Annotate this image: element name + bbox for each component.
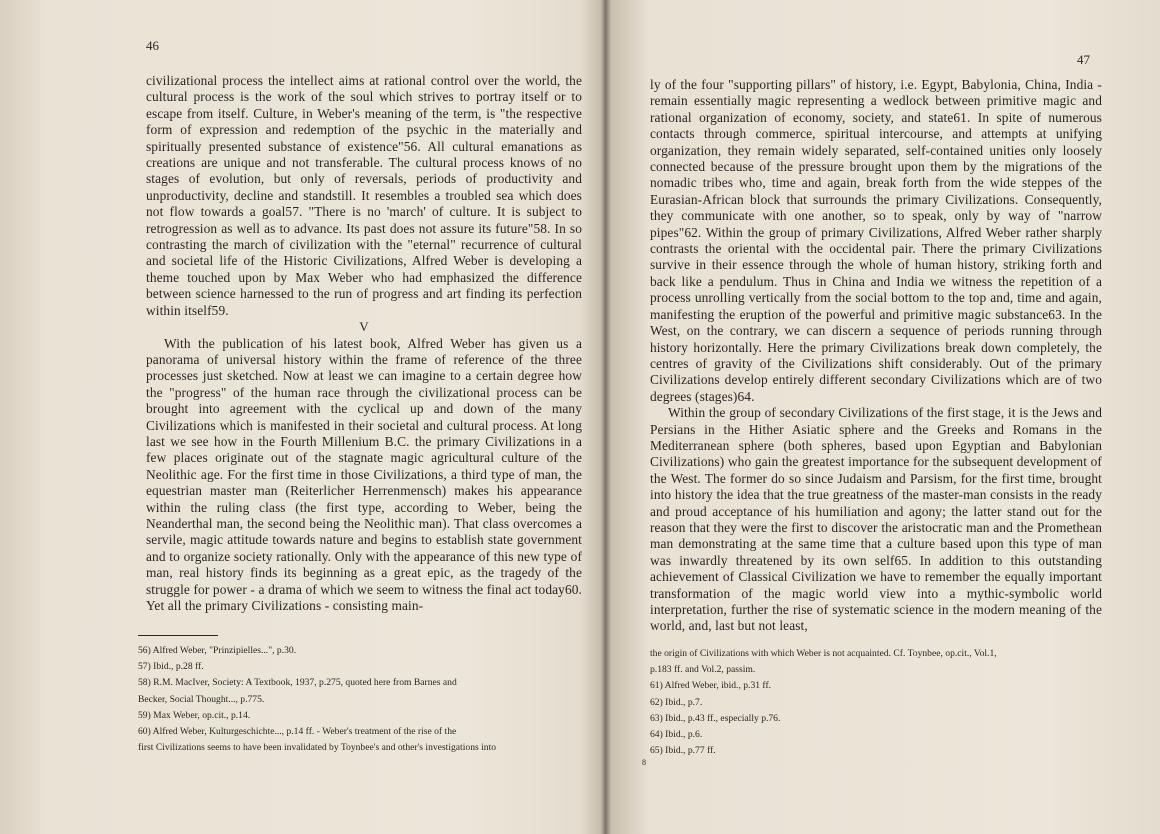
footnote: 58) R.M. MacIver, Society: A Textbook, 1937, p.275, quoted here from Barnes and — [138, 677, 457, 689]
footnote: 62) Ibid., p.7. — [650, 696, 703, 708]
page-number: 46 — [146, 38, 159, 53]
body-text — [650, 77, 1102, 635]
footnote: 59) Max Weber, op.cit., p.14. — [138, 709, 251, 721]
footnote: 64) Ibid., p.6. — [650, 729, 703, 741]
footnote: 63) Ibid., p.43 ff., especially p.76. — [650, 712, 781, 724]
footnote: p.183 ff. and Vol.2, passim. — [650, 664, 756, 676]
footnotes — [650, 646, 1102, 759]
page-number: 47 — [1077, 52, 1090, 67]
footnote: first Civilizations seems to have been invalidated by Toynbee's and other's investigations into — [138, 742, 497, 754]
paragraph: Within the group of secondary Civilizations of the first stage, it is the Jews and Persians in the Hither Asiatic sphere and the Greeks and Romans in the Mediterranean sphere (both spheres, based upon Egyptian and Babylonian Civilizations) who gain the greatest importance for the subsequent development of the West. The former do so since Judaism and Parsism, for the first time, brought into history the idea that the true greatness of the master-man consists in the ready and proud acceptance of his humiliation and agony; the latter stand out for the reason that they were the first to discover the aristocratic man and the Promethean man demonstrating at the same time that a culture based upon this type of man was inwardly threatened by its own self65. In addition to this outstanding achievement of Classical Civilization we have to remember the equally important transformation of the magic world view into a mythic-symbolic world interpretation, further the rise of systematic science in the modern meaning of the world, and, last but not least, — [650, 405, 1102, 634]
footnote: 60) Alfred Weber, Kulturgeschichte..., p.14 ff. - Weber's treatment of the rise of the — [138, 726, 457, 738]
section-heading: V — [359, 319, 369, 335]
footnotes — [138, 643, 583, 756]
footnote: Becker, Social Thought..., p.775. — [138, 693, 265, 705]
paragraph: With the publication of his latest book, Alfred Weber has given us a panorama of universal history within the frame of reference of the three processes just sketched. Now at least we can imagine to a certain degree how the "progress" of the human race through the civilizational process can be brought into agreement with the cyclical up and down of the many Civilizations which is manifested in their societal and cultural process. At long last we see how in the Fourth Millenium B.C. the primary Civilizations in a few places originate out of the stagnate magic agricultural culture of the Neolithic age. For the first time in those Civilizations, a third type of man, the equestrian master man (Reiterlicher Herrenmensch) makes his appearance within the ruling class (the first type, according to Weber, being the Neanderthal man, the second being the Neolithic man). That class overcomes a servile, magic attitude towards nature and begins to establish state government and to organize society rationally. Only with the appearance of this new type of man, real history finds its beginning as a great epic, as the tragedy of the struggle for power - a drama of which we seem to witness the final act today60. Yet all the primary Civilizations - consisting main- — [146, 335, 582, 613]
footnote: 56) Alfred Weber, "Prinzipielles...", p.30. — [138, 645, 297, 656]
footnote: 61) Alfred Weber, ibid., p.31 ff. — [650, 680, 772, 692]
footnote: 65) Ibid., p.77 ff. — [650, 745, 716, 757]
footnote: the origin of Civilizations with which Weber is not acquainted. Cf. Toynbee, op.cit., Vol.1, — [650, 648, 997, 659]
footnote: 57) Ibid., p.28 ff. — [138, 661, 204, 673]
paragraph: ly of the four "supporting pillars" of history, i.e. Egypt, Babylonia, China, India - remain essentially magic representing a wedlock between primitive magic and rational organization of economy, society, and state61. In spite of numerous contacts through commerce, spiritual intercourse, and attempts at unifying organization, they remain widely separated, self-contained unities only loosely connected because of the pressure brought upon them by the migrations of the nomadic tribes who, time and again, break forth from the wide steppes of the Eurasian-African block that surrounds the primary Civilizations. Consequently, they communicate with one another, so to speak, only by way of "narrow pipes"62. Within the group of primary Civilizations, Alfred Weber rather sharply contrasts the oriental with the occidental pair. There the primary Civilizations survive in their essence through the whole of human history, striking forth and back like a pendulum. Thus in China and India we witness the repetition of a process unrolling vertically from the social bottom to the top and, time and again, manifesting the eruption of the powerful and primitive magic substance63. In the West, on the contrary, we can discern a sequence of periods running through history horizontally. Here the primary Civilizations break down completely, the centres of gravity of the Civilizations shift considerably. Out of the primary Civilizations develop entirely different secondary Civilizations which are of two degrees (stages)64. — [650, 77, 1102, 404]
paragraph: civilizational process the intellect aims at rational control over the world, the cultural process is the work of the soul which strives to portray itself or to escape from itself. Culture, in Weber's meaning of the term, is "the respective form of expression and redemption of the psychic in the materially and spiritually presented substance of existence"56. All cultural emanations as creations are unique and not transferable. The cultural process knows of no stages of evolution, but only of reversals, periods of productivity and unproductivity, decline and standstill. It resembles a troubled sea which does not flow towards a goal57. "There is no 'march' of culture. It is subject to retrogression as well as to advance. Its past does not assure its future"58. In so contrasting the march of civilization with the "eternal" recurrence of cultural and societal life of the Historic Civilizations, Alfred Weber is developing a theme touched upon by Max Weber who had emphasized the difference between science harnessed to the run of progress and art finding its perfection within itself59. — [146, 73, 582, 318]
right-page — [615, 0, 1160, 834]
signature-mark: 8 — [642, 758, 646, 767]
footnote-rule — [138, 635, 218, 636]
body-text — [146, 73, 582, 614]
